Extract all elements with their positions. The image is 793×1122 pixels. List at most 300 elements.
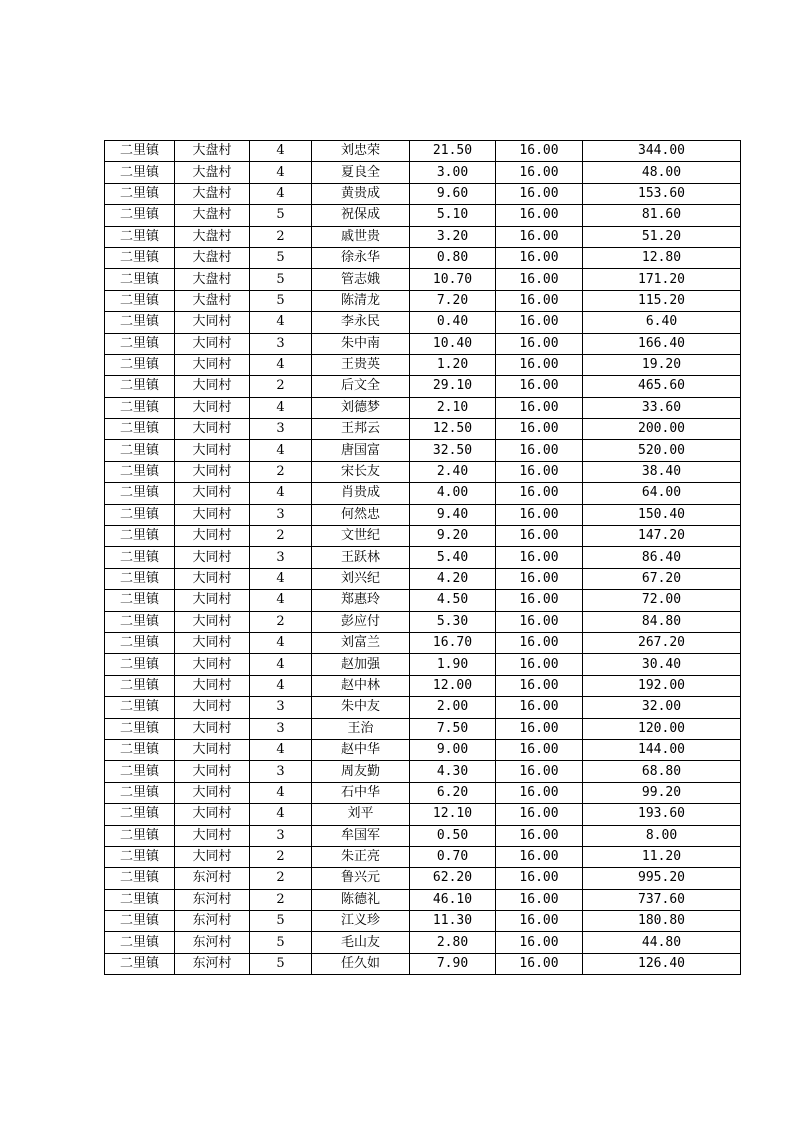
- name-cell: 江义珍: [312, 911, 410, 932]
- name-cell: 鲁兴元: [312, 868, 410, 889]
- name-cell: 刘富兰: [312, 632, 410, 653]
- name-cell: 管志娥: [312, 269, 410, 290]
- village-cell: 大同村: [175, 590, 250, 611]
- amount-cell: 86.40: [583, 547, 741, 568]
- village-cell: 大同村: [175, 632, 250, 653]
- amount-cell: 68.80: [583, 761, 741, 782]
- town-cell: 二里镇: [105, 868, 175, 889]
- amount-cell: 267.20: [583, 632, 741, 653]
- group-cell: 4: [250, 141, 312, 162]
- town-cell: 二里镇: [105, 632, 175, 653]
- village-cell: 大同村: [175, 504, 250, 525]
- area-cell: 6.20: [410, 782, 496, 803]
- amount-cell: 192.00: [583, 675, 741, 696]
- village-cell: 大同村: [175, 312, 250, 333]
- rate-cell: 16.00: [496, 397, 583, 418]
- village-cell: 大盘村: [175, 141, 250, 162]
- town-cell: 二里镇: [105, 654, 175, 675]
- village-cell: 大同村: [175, 611, 250, 632]
- amount-cell: 11.20: [583, 846, 741, 867]
- amount-cell: 44.80: [583, 932, 741, 953]
- table-row: [105, 697, 741, 718]
- amount-cell: 67.20: [583, 568, 741, 589]
- group-cell: 5: [250, 269, 312, 290]
- name-cell: 宋长友: [312, 461, 410, 482]
- table-row: [105, 911, 741, 932]
- name-cell: 王贵英: [312, 354, 410, 375]
- data-table: [104, 140, 741, 975]
- group-cell: 2: [250, 226, 312, 247]
- name-cell: 任久如: [312, 953, 410, 974]
- amount-cell: 38.40: [583, 461, 741, 482]
- area-cell: 2.00: [410, 697, 496, 718]
- table-row: [105, 162, 741, 183]
- name-cell: 彭应付: [312, 611, 410, 632]
- rate-cell: 16.00: [496, 739, 583, 760]
- name-cell: 赵加强: [312, 654, 410, 675]
- name-cell: 赵中林: [312, 675, 410, 696]
- village-cell: 大同村: [175, 804, 250, 825]
- area-cell: 9.20: [410, 526, 496, 547]
- table-row: [105, 782, 741, 803]
- area-cell: 32.50: [410, 440, 496, 461]
- village-cell: 大同村: [175, 483, 250, 504]
- table-row: [105, 889, 741, 910]
- group-cell: 3: [250, 504, 312, 525]
- group-cell: 4: [250, 782, 312, 803]
- table-row: [105, 333, 741, 354]
- table-row: [105, 547, 741, 568]
- town-cell: 二里镇: [105, 397, 175, 418]
- name-cell: 刘平: [312, 804, 410, 825]
- amount-cell: 153.60: [583, 183, 741, 204]
- town-cell: 二里镇: [105, 226, 175, 247]
- name-cell: 陈清龙: [312, 290, 410, 311]
- town-cell: 二里镇: [105, 932, 175, 953]
- town-cell: 二里镇: [105, 590, 175, 611]
- table-row: [105, 953, 741, 974]
- group-cell: 3: [250, 761, 312, 782]
- name-cell: 王治: [312, 718, 410, 739]
- rate-cell: 16.00: [496, 911, 583, 932]
- village-cell: 大同村: [175, 675, 250, 696]
- group-cell: 2: [250, 868, 312, 889]
- rate-cell: 16.00: [496, 183, 583, 204]
- area-cell: 0.70: [410, 846, 496, 867]
- name-cell: 刘德梦: [312, 397, 410, 418]
- amount-cell: 12.80: [583, 247, 741, 268]
- name-cell: 何然忠: [312, 504, 410, 525]
- town-cell: 二里镇: [105, 611, 175, 632]
- village-cell: 大盘村: [175, 162, 250, 183]
- area-cell: 1.90: [410, 654, 496, 675]
- amount-cell: 6.40: [583, 312, 741, 333]
- rate-cell: 16.00: [496, 354, 583, 375]
- town-cell: 二里镇: [105, 547, 175, 568]
- name-cell: 戚世贵: [312, 226, 410, 247]
- rate-cell: 16.00: [496, 461, 583, 482]
- table-row: [105, 141, 741, 162]
- group-cell: 2: [250, 461, 312, 482]
- name-cell: 朱正亮: [312, 846, 410, 867]
- group-cell: 3: [250, 718, 312, 739]
- village-cell: 大同村: [175, 354, 250, 375]
- group-cell: 2: [250, 889, 312, 910]
- table-row: [105, 611, 741, 632]
- table-row: [105, 440, 741, 461]
- area-cell: 0.40: [410, 312, 496, 333]
- group-cell: 5: [250, 205, 312, 226]
- town-cell: 二里镇: [105, 183, 175, 204]
- amount-cell: 995.20: [583, 868, 741, 889]
- rate-cell: 16.00: [496, 162, 583, 183]
- town-cell: 二里镇: [105, 333, 175, 354]
- town-cell: 二里镇: [105, 953, 175, 974]
- area-cell: 9.60: [410, 183, 496, 204]
- area-cell: 29.10: [410, 376, 496, 397]
- area-cell: 11.30: [410, 911, 496, 932]
- name-cell: 黄贵成: [312, 183, 410, 204]
- table-row: [105, 590, 741, 611]
- rate-cell: 16.00: [496, 889, 583, 910]
- town-cell: 二里镇: [105, 804, 175, 825]
- town-cell: 二里镇: [105, 526, 175, 547]
- village-cell: 大盘村: [175, 205, 250, 226]
- area-cell: 7.90: [410, 953, 496, 974]
- town-cell: 二里镇: [105, 504, 175, 525]
- rate-cell: 16.00: [496, 141, 583, 162]
- area-cell: 2.40: [410, 461, 496, 482]
- amount-cell: 19.20: [583, 354, 741, 375]
- amount-cell: 84.80: [583, 611, 741, 632]
- town-cell: 二里镇: [105, 440, 175, 461]
- group-cell: 4: [250, 440, 312, 461]
- area-cell: 7.50: [410, 718, 496, 739]
- amount-cell: 48.00: [583, 162, 741, 183]
- area-cell: 3.00: [410, 162, 496, 183]
- group-cell: 5: [250, 953, 312, 974]
- rate-cell: 16.00: [496, 782, 583, 803]
- name-cell: 朱中友: [312, 697, 410, 718]
- group-cell: 4: [250, 162, 312, 183]
- town-cell: 二里镇: [105, 697, 175, 718]
- name-cell: 徐永华: [312, 247, 410, 268]
- town-cell: 二里镇: [105, 483, 175, 504]
- village-cell: 大同村: [175, 654, 250, 675]
- table-row: [105, 461, 741, 482]
- area-cell: 7.20: [410, 290, 496, 311]
- amount-cell: 166.40: [583, 333, 741, 354]
- name-cell: 文世纪: [312, 526, 410, 547]
- village-cell: 大同村: [175, 568, 250, 589]
- town-cell: 二里镇: [105, 162, 175, 183]
- group-cell: 4: [250, 654, 312, 675]
- town-cell: 二里镇: [105, 269, 175, 290]
- amount-cell: 150.40: [583, 504, 741, 525]
- rate-cell: 16.00: [496, 376, 583, 397]
- town-cell: 二里镇: [105, 461, 175, 482]
- group-cell: 3: [250, 333, 312, 354]
- table-row: [105, 312, 741, 333]
- amount-cell: 465.60: [583, 376, 741, 397]
- rate-cell: 16.00: [496, 611, 583, 632]
- table-row: [105, 761, 741, 782]
- group-cell: 5: [250, 247, 312, 268]
- town-cell: 二里镇: [105, 825, 175, 846]
- rate-cell: 16.00: [496, 440, 583, 461]
- name-cell: 夏良全: [312, 162, 410, 183]
- village-cell: 东河村: [175, 868, 250, 889]
- amount-cell: 33.60: [583, 397, 741, 418]
- town-cell: 二里镇: [105, 312, 175, 333]
- amount-cell: 81.60: [583, 205, 741, 226]
- table-row: [105, 205, 741, 226]
- name-cell: 唐国富: [312, 440, 410, 461]
- table-row: [105, 247, 741, 268]
- village-cell: 大同村: [175, 825, 250, 846]
- name-cell: 祝保成: [312, 205, 410, 226]
- area-cell: 46.10: [410, 889, 496, 910]
- amount-cell: 171.20: [583, 269, 741, 290]
- table-row: [105, 419, 741, 440]
- table-row: [105, 932, 741, 953]
- amount-cell: 180.80: [583, 911, 741, 932]
- town-cell: 二里镇: [105, 568, 175, 589]
- amount-cell: 8.00: [583, 825, 741, 846]
- rate-cell: 16.00: [496, 290, 583, 311]
- area-cell: 5.10: [410, 205, 496, 226]
- table-row: [105, 354, 741, 375]
- table-row: [105, 290, 741, 311]
- village-cell: 大同村: [175, 846, 250, 867]
- town-cell: 二里镇: [105, 911, 175, 932]
- group-cell: 4: [250, 183, 312, 204]
- table-body: [105, 141, 741, 975]
- name-cell: 朱中南: [312, 333, 410, 354]
- area-cell: 0.50: [410, 825, 496, 846]
- group-cell: 3: [250, 697, 312, 718]
- area-cell: 4.00: [410, 483, 496, 504]
- name-cell: 王邦云: [312, 419, 410, 440]
- rate-cell: 16.00: [496, 226, 583, 247]
- village-cell: 东河村: [175, 932, 250, 953]
- name-cell: 李永民: [312, 312, 410, 333]
- amount-cell: 126.40: [583, 953, 741, 974]
- area-cell: 21.50: [410, 141, 496, 162]
- town-cell: 二里镇: [105, 376, 175, 397]
- rate-cell: 16.00: [496, 825, 583, 846]
- town-cell: 二里镇: [105, 675, 175, 696]
- area-cell: 5.30: [410, 611, 496, 632]
- village-cell: 大盘村: [175, 290, 250, 311]
- rate-cell: 16.00: [496, 547, 583, 568]
- group-cell: 4: [250, 590, 312, 611]
- town-cell: 二里镇: [105, 761, 175, 782]
- group-cell: 2: [250, 526, 312, 547]
- rate-cell: 16.00: [496, 205, 583, 226]
- group-cell: 4: [250, 675, 312, 696]
- group-cell: 5: [250, 932, 312, 953]
- area-cell: 12.00: [410, 675, 496, 696]
- amount-cell: 193.60: [583, 804, 741, 825]
- area-cell: 10.70: [410, 269, 496, 290]
- town-cell: 二里镇: [105, 846, 175, 867]
- town-cell: 二里镇: [105, 290, 175, 311]
- area-cell: 10.40: [410, 333, 496, 354]
- rate-cell: 16.00: [496, 675, 583, 696]
- table-row: [105, 846, 741, 867]
- area-cell: 9.00: [410, 739, 496, 760]
- village-cell: 大同村: [175, 419, 250, 440]
- village-cell: 大同村: [175, 461, 250, 482]
- name-cell: 刘忠荣: [312, 141, 410, 162]
- table-row: [105, 376, 741, 397]
- table-row: [105, 718, 741, 739]
- rate-cell: 16.00: [496, 312, 583, 333]
- village-cell: 东河村: [175, 889, 250, 910]
- rate-cell: 16.00: [496, 568, 583, 589]
- village-cell: 大盘村: [175, 247, 250, 268]
- area-cell: 12.10: [410, 804, 496, 825]
- group-cell: 3: [250, 547, 312, 568]
- name-cell: 郑惠玲: [312, 590, 410, 611]
- area-cell: 0.80: [410, 247, 496, 268]
- village-cell: 大同村: [175, 547, 250, 568]
- amount-cell: 51.20: [583, 226, 741, 247]
- town-cell: 二里镇: [105, 205, 175, 226]
- group-cell: 2: [250, 846, 312, 867]
- table-row: [105, 675, 741, 696]
- rate-cell: 16.00: [496, 632, 583, 653]
- rate-cell: 16.00: [496, 761, 583, 782]
- name-cell: 肖贵成: [312, 483, 410, 504]
- group-cell: 3: [250, 419, 312, 440]
- village-cell: 东河村: [175, 911, 250, 932]
- amount-cell: 200.00: [583, 419, 741, 440]
- table-row: [105, 397, 741, 418]
- village-cell: 大同村: [175, 397, 250, 418]
- amount-cell: 30.40: [583, 654, 741, 675]
- group-cell: 4: [250, 568, 312, 589]
- name-cell: 周友勤: [312, 761, 410, 782]
- town-cell: 二里镇: [105, 739, 175, 760]
- town-cell: 二里镇: [105, 247, 175, 268]
- town-cell: 二里镇: [105, 889, 175, 910]
- area-cell: 1.20: [410, 354, 496, 375]
- village-cell: 大同村: [175, 782, 250, 803]
- area-cell: 4.30: [410, 761, 496, 782]
- amount-cell: 737.60: [583, 889, 741, 910]
- table-row: [105, 568, 741, 589]
- rate-cell: 16.00: [496, 504, 583, 525]
- amount-cell: 99.20: [583, 782, 741, 803]
- table-row: [105, 632, 741, 653]
- rate-cell: 16.00: [496, 953, 583, 974]
- village-cell: 大盘村: [175, 226, 250, 247]
- area-cell: 4.50: [410, 590, 496, 611]
- area-cell: 5.40: [410, 547, 496, 568]
- rate-cell: 16.00: [496, 483, 583, 504]
- table-row: [105, 183, 741, 204]
- group-cell: 4: [250, 312, 312, 333]
- rate-cell: 16.00: [496, 804, 583, 825]
- name-cell: 后文全: [312, 376, 410, 397]
- group-cell: 4: [250, 804, 312, 825]
- group-cell: 4: [250, 354, 312, 375]
- group-cell: 4: [250, 739, 312, 760]
- name-cell: 王跃林: [312, 547, 410, 568]
- village-cell: 大同村: [175, 333, 250, 354]
- rate-cell: 16.00: [496, 526, 583, 547]
- amount-cell: 144.00: [583, 739, 741, 760]
- group-cell: 2: [250, 611, 312, 632]
- table-row: [105, 739, 741, 760]
- town-cell: 二里镇: [105, 718, 175, 739]
- amount-cell: 147.20: [583, 526, 741, 547]
- table-row: [105, 825, 741, 846]
- amount-cell: 32.00: [583, 697, 741, 718]
- village-cell: 大同村: [175, 718, 250, 739]
- rate-cell: 16.00: [496, 868, 583, 889]
- village-cell: 大同村: [175, 440, 250, 461]
- town-cell: 二里镇: [105, 354, 175, 375]
- group-cell: 4: [250, 397, 312, 418]
- rate-cell: 16.00: [496, 269, 583, 290]
- area-cell: 16.70: [410, 632, 496, 653]
- table-row: [105, 269, 741, 290]
- table-row: [105, 654, 741, 675]
- rate-cell: 16.00: [496, 718, 583, 739]
- table-row: [105, 483, 741, 504]
- village-cell: 大同村: [175, 739, 250, 760]
- village-cell: 大盘村: [175, 269, 250, 290]
- rate-cell: 16.00: [496, 654, 583, 675]
- village-cell: 大同村: [175, 761, 250, 782]
- group-cell: 4: [250, 632, 312, 653]
- name-cell: 毛山友: [312, 932, 410, 953]
- village-cell: 大同村: [175, 526, 250, 547]
- amount-cell: 72.00: [583, 590, 741, 611]
- table-row: [105, 526, 741, 547]
- area-cell: 2.80: [410, 932, 496, 953]
- rate-cell: 16.00: [496, 846, 583, 867]
- name-cell: 石中华: [312, 782, 410, 803]
- amount-cell: 115.20: [583, 290, 741, 311]
- rate-cell: 16.00: [496, 697, 583, 718]
- rate-cell: 16.00: [496, 590, 583, 611]
- village-cell: 大同村: [175, 376, 250, 397]
- area-cell: 9.40: [410, 504, 496, 525]
- table-row: [105, 868, 741, 889]
- group-cell: 4: [250, 483, 312, 504]
- area-cell: 4.20: [410, 568, 496, 589]
- rate-cell: 16.00: [496, 419, 583, 440]
- town-cell: 二里镇: [105, 419, 175, 440]
- amount-cell: 520.00: [583, 440, 741, 461]
- name-cell: 牟国军: [312, 825, 410, 846]
- town-cell: 二里镇: [105, 782, 175, 803]
- table-row: [105, 226, 741, 247]
- town-cell: 二里镇: [105, 141, 175, 162]
- rate-cell: 16.00: [496, 932, 583, 953]
- area-cell: 12.50: [410, 419, 496, 440]
- area-cell: 62.20: [410, 868, 496, 889]
- name-cell: 陈德礼: [312, 889, 410, 910]
- area-cell: 2.10: [410, 397, 496, 418]
- group-cell: 5: [250, 290, 312, 311]
- village-cell: 东河村: [175, 953, 250, 974]
- table-row: [105, 504, 741, 525]
